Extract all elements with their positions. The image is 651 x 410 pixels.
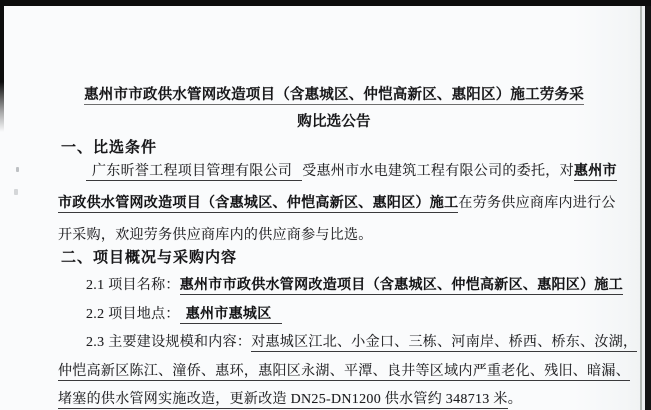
- underlined-text: 惠州市市政供水管网改造项目（含惠城区、仲恺高新区、惠阳区）施工: [179, 278, 624, 293]
- text-segment: 2.3 主要建设规模和内容：: [86, 335, 252, 350]
- underlined-text: 对惠城区江北、小金口、三栋、河南岸、桥西、桥东、汝湖，: [251, 335, 638, 350]
- underlined-text: 惠州市惠城区: [180, 307, 282, 324]
- text-segment: 开采购，欢迎劳务供应商库内的供应商参与比选。: [58, 228, 373, 243]
- text-line: [58, 386, 610, 410]
- bid-conditions-paragraph: [58, 156, 617, 252]
- scan-border-left: [0, 0, 4, 132]
- text-line: [58, 188, 616, 220]
- scan-speck: [14, 189, 18, 195]
- underlined-text: 仲恺高新区陈江、潼侨、惠环，惠阳区永湖、平潭、良井等区域内严重老化、残旧、暗漏、: [58, 363, 630, 379]
- document-title: [58, 82, 610, 136]
- text-line: [58, 301, 610, 330]
- underlined-text: 市政供水管网改造项目（含惠城区、仲恺高新区、惠阳区）施工: [58, 196, 459, 211]
- project-overview-items: [58, 272, 638, 410]
- underlined-text: 广东昕誉工程项目管理有限公司: [86, 164, 302, 181]
- section-1-heading: 一、比选条件: [61, 139, 158, 156]
- underlined-text: 堵塞的供水管网实施改造，更新改造 DN25-DN1200 供水管约 348713 米: [58, 392, 508, 407]
- text-line: [58, 272, 624, 301]
- scan-border-right: [640, 0, 651, 410]
- title-line-1: 惠州市市政供水管网改造项目（含惠城区、仲恺高新区、惠阳区）施工劳务采: [84, 87, 584, 103]
- text-segment: 。: [507, 392, 523, 407]
- scan-speck: [16, 167, 19, 172]
- text-segment: 2.1 项目名称：: [86, 278, 180, 293]
- text-line: [58, 358, 630, 387]
- text-segment: 在劳务供应商库内进行公: [458, 196, 616, 211]
- text-line: [58, 329, 638, 358]
- text-line: [58, 156, 617, 188]
- section-2-heading: 二、项目概况与采购内容: [61, 249, 238, 266]
- text-segment: 受惠州市水电建筑工程有限公司的委托，对: [302, 164, 574, 179]
- text-segment: 2.2 项目地点：: [86, 306, 180, 322]
- scan-border-top: [0, 0, 651, 6]
- underlined-text: 惠州市: [573, 164, 617, 179]
- title-line-2: 购比选公告: [297, 114, 371, 130]
